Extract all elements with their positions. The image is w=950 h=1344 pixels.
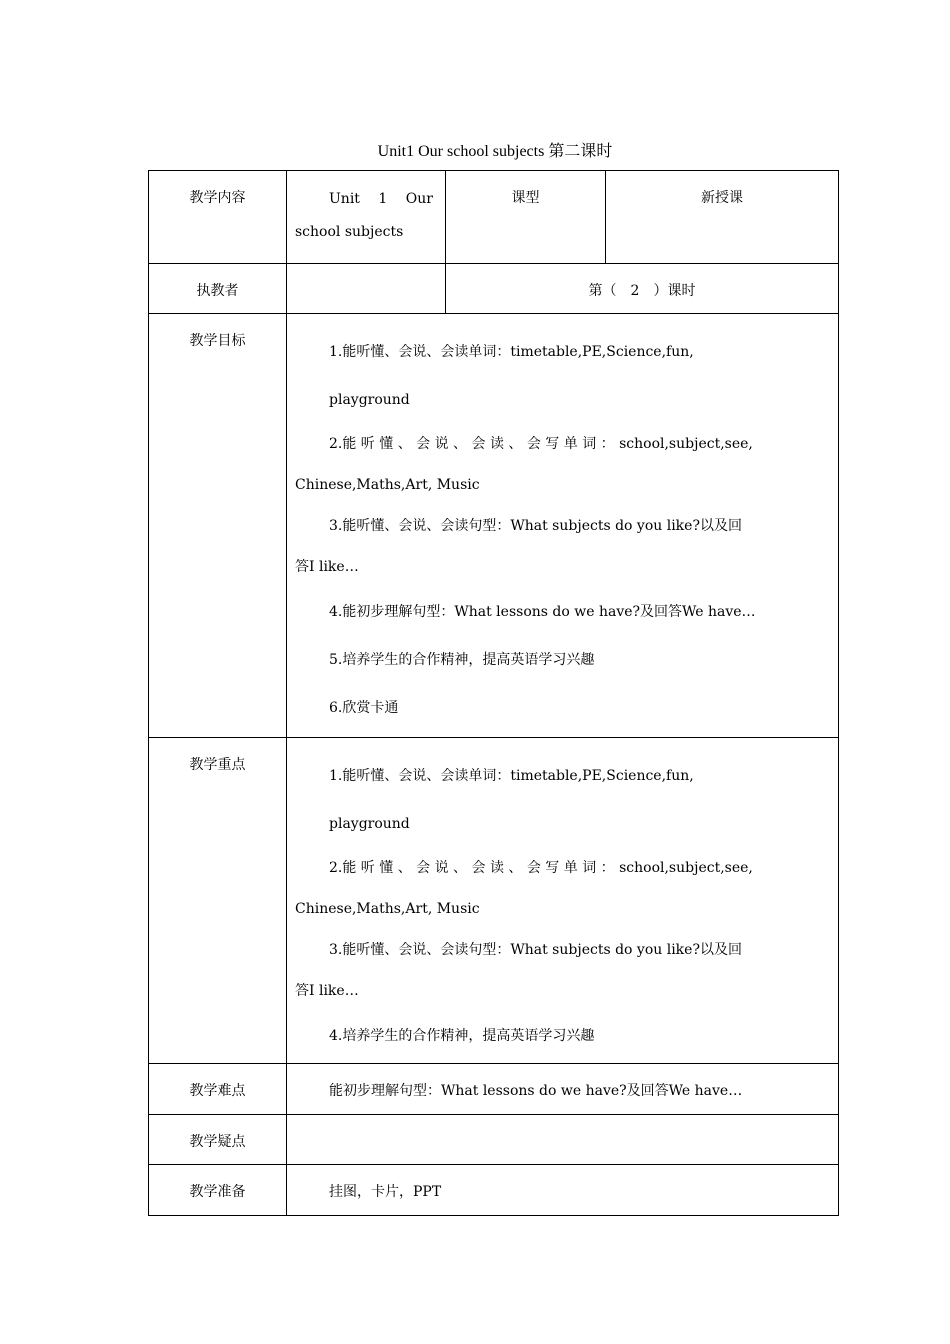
objectives-cell bbox=[287, 314, 839, 738]
lesson-type-value: 新授课 bbox=[606, 171, 839, 264]
label-content: 教学内容 bbox=[149, 171, 287, 264]
objective-line: 1.能听懂、会说、会读单词：timetable,PE,Science,fun, bbox=[329, 344, 694, 360]
key-points-cell bbox=[287, 738, 839, 1064]
objective-line: 3.能听懂、会说、会读句型：What subjects do you like?以及回 bbox=[329, 518, 742, 534]
key-point-line: playground bbox=[329, 816, 410, 832]
label-preparation: 教学准备 bbox=[149, 1165, 287, 1216]
row-teacher bbox=[149, 264, 839, 314]
row-content bbox=[149, 171, 839, 264]
unit-cell bbox=[287, 171, 446, 264]
label-doubts: 教学疑点 bbox=[149, 1115, 287, 1165]
label-objectives: 教学目标 bbox=[149, 314, 287, 738]
difficult-value: 能初步理解句型：What lessons do we have?及回答We have… bbox=[287, 1064, 839, 1115]
key-point-line: 1.能听懂、会说、会读单词：timetable,PE,Science,fun, bbox=[329, 768, 694, 784]
unit-line-2: school subjects bbox=[295, 224, 404, 240]
objective-line: 2.能 听 懂 、 会 说 、 会 读 、 会 写 单 词 ： school,subject,see, bbox=[329, 436, 753, 452]
label-difficult: 教学难点 bbox=[149, 1064, 287, 1115]
document-title: Unit1 Our school subjects 第二课时 bbox=[377, 143, 613, 160]
objective-line: 答I like… bbox=[295, 559, 359, 575]
label-key-points: 教学重点 bbox=[149, 738, 287, 1064]
row-difficult bbox=[149, 1064, 839, 1115]
objective-line: 6.欣赏卡通 bbox=[329, 700, 399, 716]
lesson-number: 第（ 2 ）课时 bbox=[446, 264, 839, 314]
key-point-line: 2.能 听 懂 、 会 说 、 会 读 、 会 写 单 词 ： school,subject,see, bbox=[329, 860, 753, 876]
objective-line: playground bbox=[329, 392, 410, 408]
teacher-value bbox=[287, 264, 446, 314]
row-preparation bbox=[149, 1165, 839, 1216]
objective-line: Chinese,Maths,Art, Music bbox=[295, 477, 480, 493]
key-point-line: 3.能听懂、会说、会读句型：What subjects do you like?以及回 bbox=[329, 942, 742, 958]
row-key-points bbox=[149, 738, 839, 1064]
objective-line: 5.培养学生的合作精神，提高英语学习兴趣 bbox=[329, 652, 595, 668]
lesson-plan-table bbox=[148, 170, 839, 1216]
doubts-value bbox=[287, 1115, 839, 1165]
key-point-line: Chinese,Maths,Art, Music bbox=[295, 901, 480, 917]
label-teacher: 执教者 bbox=[149, 264, 287, 314]
label-type: 课型 bbox=[446, 171, 606, 264]
row-objectives bbox=[149, 314, 839, 738]
key-point-line: 答I like… bbox=[295, 983, 359, 999]
row-doubts bbox=[149, 1115, 839, 1165]
unit-line-1: Unit 1 Our bbox=[329, 191, 433, 207]
key-point-line: 4.培养学生的合作精神，提高英语学习兴趣 bbox=[329, 1028, 595, 1044]
preparation-value: 挂图，卡片，PPT bbox=[287, 1165, 839, 1216]
objective-line: 4.能初步理解句型：What lessons do we have?及回答We have… bbox=[329, 604, 756, 620]
